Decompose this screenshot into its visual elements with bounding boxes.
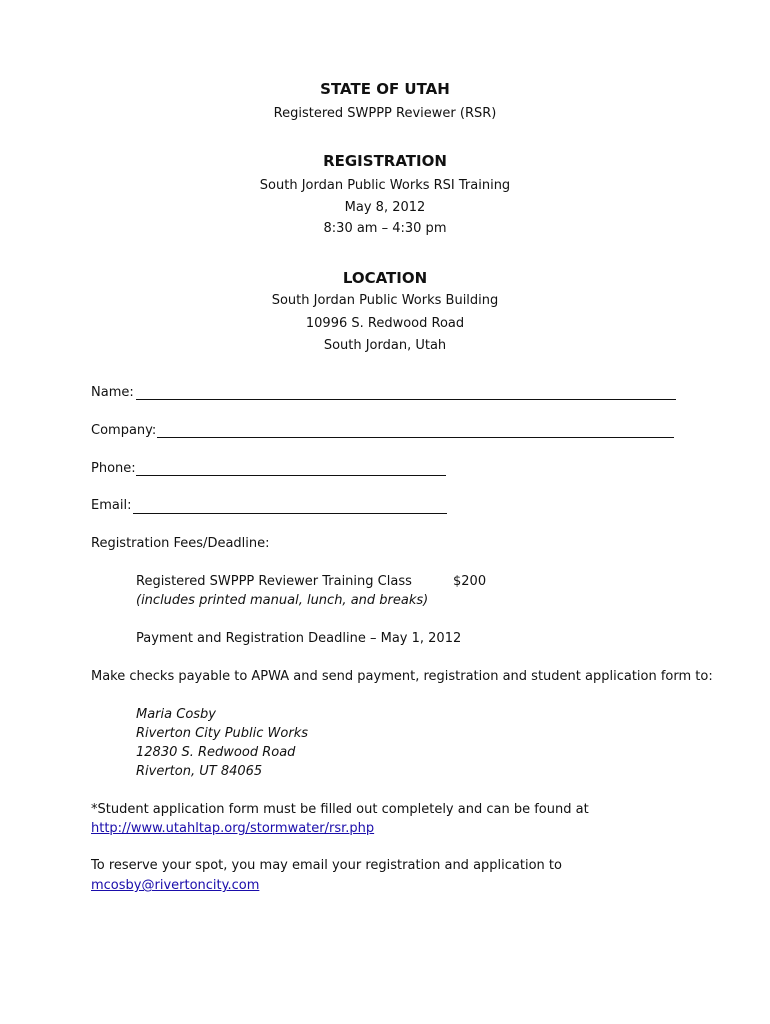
payment-instruction: Make checks payable to APWA and send payment, registration and student application form to:	[91, 669, 713, 684]
company-label: Company:	[91, 423, 157, 438]
application-note: *Student application form must be filled out completely and can be found at	[91, 802, 589, 817]
training-name: South Jordan Public Works RSI Training	[259, 178, 511, 193]
includes-note: (includes printed manual, lunch, and breaks)	[136, 593, 429, 608]
deadline-text: Payment and Registration Deadline – May 1, 2012	[136, 631, 462, 646]
name-label: Name:	[91, 385, 134, 400]
email-field[interactable]	[133, 513, 447, 514]
company-field[interactable]	[157, 437, 674, 438]
address-org: Riverton City Public Works	[136, 726, 309, 741]
fees-heading: Registration Fees/Deadline:	[91, 536, 270, 551]
location-city: South Jordan, Utah	[323, 338, 447, 353]
training-date: May 8, 2012	[344, 200, 426, 215]
class-price: $200	[453, 574, 487, 589]
registration-heading: REGISTRATION	[323, 152, 447, 170]
page-subtitle: Registered SWPPP Reviewer (RSR)	[273, 106, 497, 121]
reserve-email-link[interactable]: mcosby@rivertoncity.com	[91, 878, 260, 893]
email-label: Email:	[91, 498, 132, 513]
address-street: 12830 S. Redwood Road	[136, 745, 296, 760]
training-time: 8:30 am – 4:30 pm	[323, 221, 447, 236]
reserve-note: To reserve your spot, you may email your registration and application to	[91, 858, 562, 873]
address-name: Maria Cosby	[136, 707, 216, 722]
location-street: 10996 S. Redwood Road	[305, 316, 465, 331]
phone-field[interactable]	[136, 475, 446, 476]
phone-label: Phone:	[91, 461, 136, 476]
address-city: Riverton, UT 84065	[136, 764, 263, 779]
location-building: South Jordan Public Works Building	[271, 293, 499, 308]
application-link[interactable]: http://www.utahltap.org/stormwater/rsr.php	[91, 821, 375, 836]
location-heading: LOCATION	[342, 269, 428, 287]
page-title: STATE OF UTAH	[320, 80, 450, 98]
name-field[interactable]	[136, 399, 676, 400]
class-label: Registered SWPPP Reviewer Training Class	[136, 574, 412, 589]
